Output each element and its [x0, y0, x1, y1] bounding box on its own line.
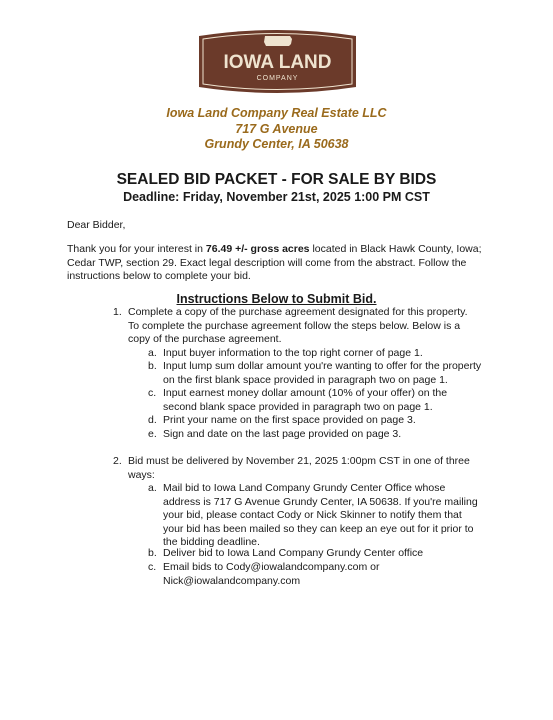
sub-item: Input lump sum dollar amount you're wanting to offer for the property on the first blank space provided in paragraph two on page 1. — [163, 360, 482, 386]
sub-letter: b. — [148, 547, 157, 559]
intro-before: Thank you for your interest in — [67, 243, 206, 255]
sub-letter: c. — [148, 387, 157, 399]
company-address — [0, 106, 553, 153]
list-item: Bid must be delivered by November 21, 2025 1:00pm CST in one of three ways: — [128, 455, 470, 481]
logo-main-text: IOWA LAND — [223, 52, 332, 73]
acreage: 76.49 +/- gross acres — [205, 243, 310, 255]
sub-letter: a. — [148, 482, 157, 494]
sub-letter: b. — [148, 360, 157, 372]
deadline: Deadline: Friday, November 21st, 2025 1:00 PM CST — [123, 190, 430, 204]
iowa-state-icon — [264, 36, 292, 46]
item-number: 2. — [113, 455, 122, 467]
list-item: Complete a copy of the purchase agreement designated for this property. To complete the purchase agreement follow the steps below. Below is a copy of the purchase agreement. — [128, 306, 468, 345]
intro-paragraph — [67, 243, 487, 284]
sub-item: Input earnest money dollar amount (10% of your offer) on the second blank space provided in paragraph two on page 1. — [163, 387, 448, 413]
sub-item: Print your name on the first space provided on page 3. — [163, 414, 416, 426]
intro-after: located in Black Hawk County, Iowa; Cedar TWP, section 29. Exact legal description will come from the abstract. Follow the instructions below to complete your bid. — [67, 243, 482, 282]
sub-letter: c. — [148, 561, 157, 573]
sub-letter: e. — [148, 428, 157, 440]
iowa-land-company-logo — [197, 28, 358, 95]
logo-sub-text: COMPANY — [256, 75, 299, 82]
company-name: Iowa Land Company Real Estate LLC — [166, 106, 387, 120]
sub-item: Sign and date on the last page provided on page 3. — [163, 428, 402, 440]
sub-letter: d. — [148, 414, 157, 426]
sub-item: Email bids to Cody@iowalandcompany.com or Nick@iowalandcompany.com — [163, 561, 380, 587]
company-street: 717 G Avenue — [235, 121, 318, 136]
company-city: Grundy Center, IA 50638 — [204, 137, 349, 151]
sub-item: Input buyer information to the top right corner of page 1. — [163, 347, 423, 359]
sub-letter: a. — [148, 347, 157, 359]
page-title: SEALED BID PACKET - FOR SALE BY BIDS — [116, 171, 437, 188]
instructions-title: Instructions Below to Submit Bid. — [176, 292, 377, 306]
salutation: Dear Bidder, — [67, 219, 126, 231]
sub-item: Mail bid to Iowa Land Company Grundy Center Office whose address is 717 G Avenue Grundy Center, IA 50638. If you're mailing your bid, please contact Cody or Nick Skinner to notify them that your bid has been mailed so they can keep an eye out for it prior to the bidding deadline. — [163, 482, 478, 548]
sub-item: Deliver bid to Iowa Land Company Grundy Center office — [163, 547, 424, 559]
item-number: 1. — [113, 306, 122, 318]
